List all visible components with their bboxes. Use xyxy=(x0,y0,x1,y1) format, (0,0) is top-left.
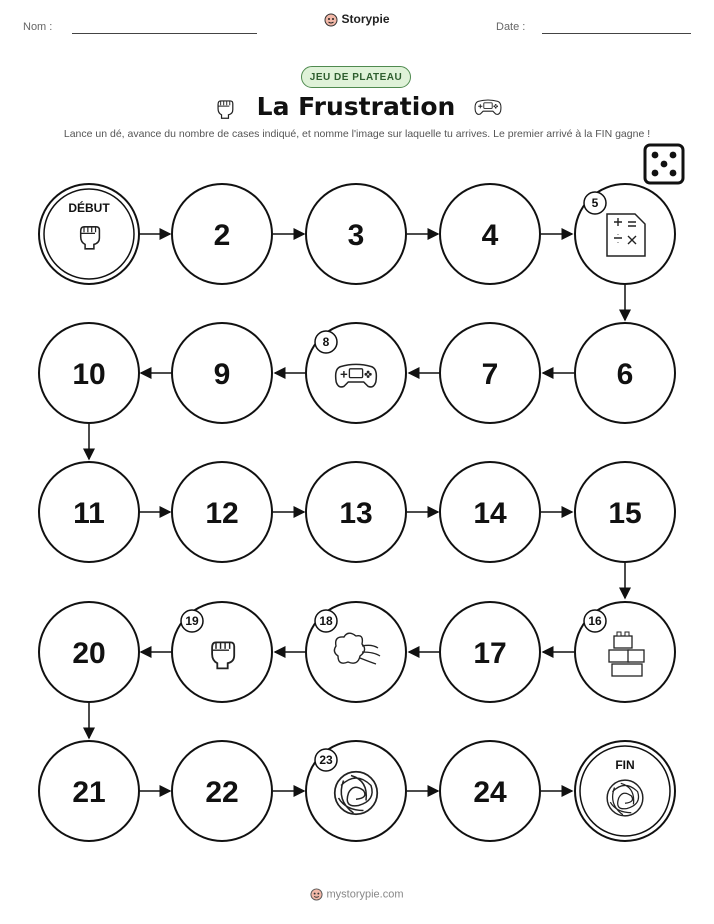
square-number-badge: 18 xyxy=(319,614,333,628)
footer xyxy=(0,888,714,901)
start-label: DÉBUT xyxy=(68,201,110,215)
square-number: 2 xyxy=(213,219,231,252)
square-number: 22 xyxy=(205,776,239,809)
square-end xyxy=(575,741,675,841)
square-number-badge: 23 xyxy=(319,753,333,767)
brand-name: Storypie xyxy=(341,12,390,26)
square-number: 6 xyxy=(616,358,634,391)
square-9 xyxy=(172,323,272,423)
end-label: FIN xyxy=(615,758,635,772)
math-worksheet-icon xyxy=(607,214,645,256)
square-number-badge: 16 xyxy=(588,614,602,628)
square-number: 13 xyxy=(339,497,373,530)
square-19 xyxy=(172,602,272,702)
name-label: Nom : xyxy=(23,21,53,33)
square-number: 24 xyxy=(473,776,507,809)
square-8 xyxy=(306,323,406,423)
square-number: 20 xyxy=(72,637,106,670)
square-number: 7 xyxy=(481,358,499,391)
date-label: Date : xyxy=(496,21,526,33)
square-number: 14 xyxy=(473,497,507,530)
square-24 xyxy=(440,741,540,841)
square-number: 9 xyxy=(213,358,231,391)
square-6 xyxy=(575,323,675,423)
square-16 xyxy=(575,602,675,702)
square-14 xyxy=(440,462,540,562)
page-title: La Frustration xyxy=(256,92,456,121)
square-21 xyxy=(39,741,139,841)
square-number-badge: 8 xyxy=(322,335,330,349)
square-18 xyxy=(306,602,406,702)
square-17 xyxy=(440,602,540,702)
footer-url: mystorypie.com xyxy=(326,888,404,901)
square-23 xyxy=(306,741,406,841)
square-number: 4 xyxy=(481,219,499,252)
square-12 xyxy=(172,462,272,562)
square-13 xyxy=(306,462,406,562)
tangled-yarn-icon xyxy=(607,780,643,816)
square-2 xyxy=(172,184,272,284)
square-7 xyxy=(440,323,540,423)
category-badge: JEU DE PLATEAU xyxy=(301,66,411,88)
square-number: 11 xyxy=(73,497,105,530)
square-11 xyxy=(39,462,139,562)
square-15 xyxy=(575,462,675,562)
tangled-yarn-icon xyxy=(335,772,378,815)
square-22 xyxy=(172,741,272,841)
square-number: 17 xyxy=(473,637,507,670)
square-number: 12 xyxy=(205,497,239,530)
square-number: 10 xyxy=(72,358,106,391)
square-number-badge: 19 xyxy=(185,614,199,628)
square-number: 3 xyxy=(347,219,365,252)
square-start xyxy=(39,184,139,284)
square-4 xyxy=(440,184,540,284)
square-5 xyxy=(575,184,675,284)
square-10 xyxy=(39,323,139,423)
square-number-badge: 5 xyxy=(591,196,599,210)
square-number: 21 xyxy=(72,776,106,809)
square-20 xyxy=(39,602,139,702)
square-number: 15 xyxy=(608,497,642,530)
instructions: Lance un dé, avance du nombre de cases indiqué, et nomme l'image sur laquelle tu arrives. Le premier arrivé à la FIN gagne ! xyxy=(63,128,651,140)
square-3 xyxy=(306,184,406,284)
storypie-logo-icon xyxy=(310,888,323,901)
